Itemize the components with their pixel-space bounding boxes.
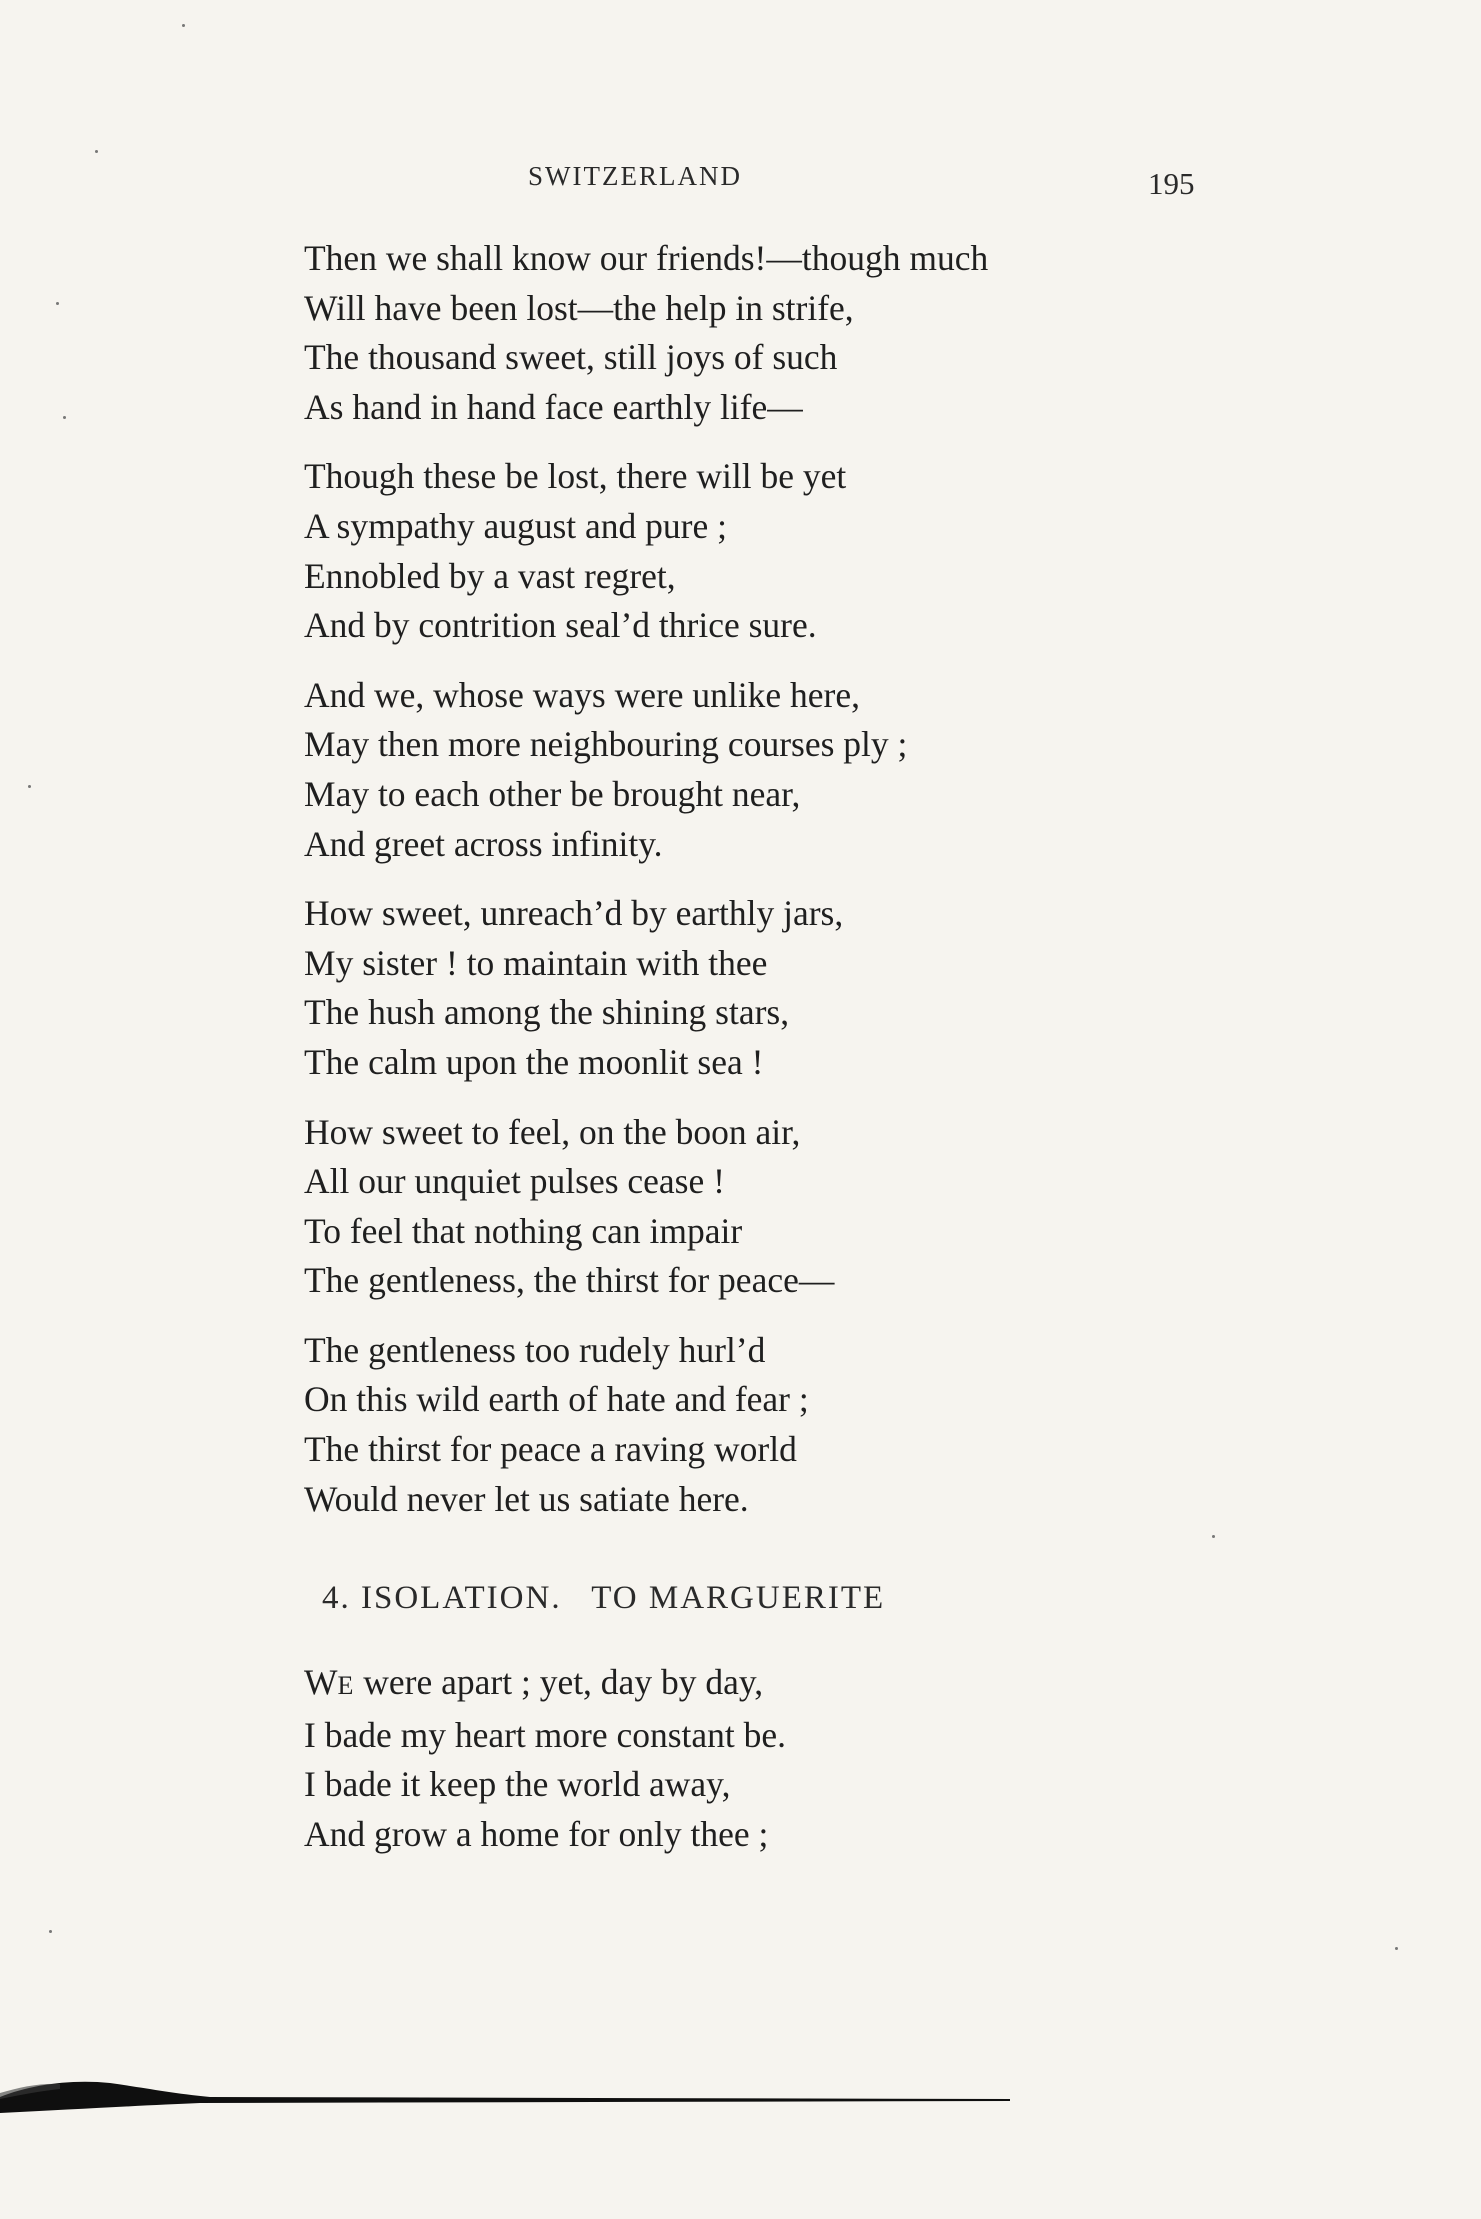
first-line-rest: were apart ; yet, day by day, xyxy=(354,1662,764,1702)
stanza-5 xyxy=(304,1108,1204,1306)
poem-line: The calm upon the moonlit sea ! xyxy=(304,1041,764,1082)
poem-line: My sister ! to maintain with thee xyxy=(304,942,768,983)
poem-line: A sympathy august and pure ; xyxy=(304,505,727,546)
stanza-3 xyxy=(304,671,1204,869)
drop-initial: W xyxy=(304,1662,338,1702)
poem-line: May then more neighbouring courses ply ; xyxy=(304,724,908,765)
poem-line: To feel that nothing can impair xyxy=(304,1210,743,1251)
poem-line-first xyxy=(304,1658,1204,1711)
poem-isolation xyxy=(304,1658,1204,1859)
small-cap-letters: E xyxy=(337,1671,355,1700)
poem-line: And by contrition seal’d thrice sure. xyxy=(304,605,817,646)
poem-line: Ennobled by a vast regret, xyxy=(304,555,676,596)
poem-line: Will have been lost—the help in strife, xyxy=(304,287,854,328)
stanza-4 xyxy=(304,889,1204,1087)
scan-speck xyxy=(1395,1947,1398,1950)
poem-line: And grow a home for only thee ; xyxy=(304,1813,769,1854)
poem-line: The gentleness, the thirst for peace— xyxy=(304,1260,835,1301)
poem-line: How sweet, unreach’d by earthly jars, xyxy=(304,893,844,934)
poem-line: On this wild earth of hate and fear ; xyxy=(304,1379,809,1420)
section-heading xyxy=(322,1580,885,1617)
stanza-6 xyxy=(304,1326,1204,1524)
poem-line: Would never let us satiate here. xyxy=(304,1478,749,1519)
poem-line: May to each other be brought near, xyxy=(304,773,801,814)
poem-line: I bade it keep the world away, xyxy=(304,1764,731,1805)
running-head: SWITZERLAND xyxy=(528,161,742,191)
scan-speck xyxy=(49,1930,52,1933)
section-title-part1: ISOLATION. xyxy=(361,1580,562,1616)
poem-line: The hush among the shining stars, xyxy=(304,992,790,1033)
poem-line: All our unquiet pulses cease ! xyxy=(304,1161,725,1202)
poem-line: Though these be lost, there will be yet xyxy=(304,456,847,497)
scan-edge-shadow xyxy=(0,2075,1010,2115)
poem-line: The gentleness too rudely hurl’d xyxy=(304,1329,766,1370)
scan-speck xyxy=(28,785,31,788)
poem-line: How sweet to feel, on the boon air, xyxy=(304,1111,801,1152)
section-title-part2: TO MARGUERITE xyxy=(591,1580,886,1616)
poem-switzerland-continued xyxy=(304,234,1204,1544)
stanza-2 xyxy=(304,452,1204,650)
scan-speck xyxy=(182,24,185,27)
page-number: 195 xyxy=(1148,166,1195,201)
poem-line: I bade my heart more constant be. xyxy=(304,1714,787,1755)
scan-speck xyxy=(95,150,98,153)
poem-line: The thirst for peace a raving world xyxy=(304,1429,797,1470)
poem-line: And greet across infinity. xyxy=(304,823,663,864)
poem-line: Then we shall know our friends!—though much xyxy=(304,238,989,278)
stanza-1 xyxy=(304,234,1204,432)
poem-line: And we, whose ways were unlike here, xyxy=(304,674,860,715)
poem-line: The thousand sweet, still joys of such xyxy=(304,337,838,378)
section-number: 4. xyxy=(322,1580,351,1616)
scan-speck xyxy=(56,302,59,305)
poem-line: As hand in hand face earthly life— xyxy=(304,386,803,427)
scan-speck xyxy=(63,416,66,419)
scan-speck xyxy=(1212,1535,1215,1538)
